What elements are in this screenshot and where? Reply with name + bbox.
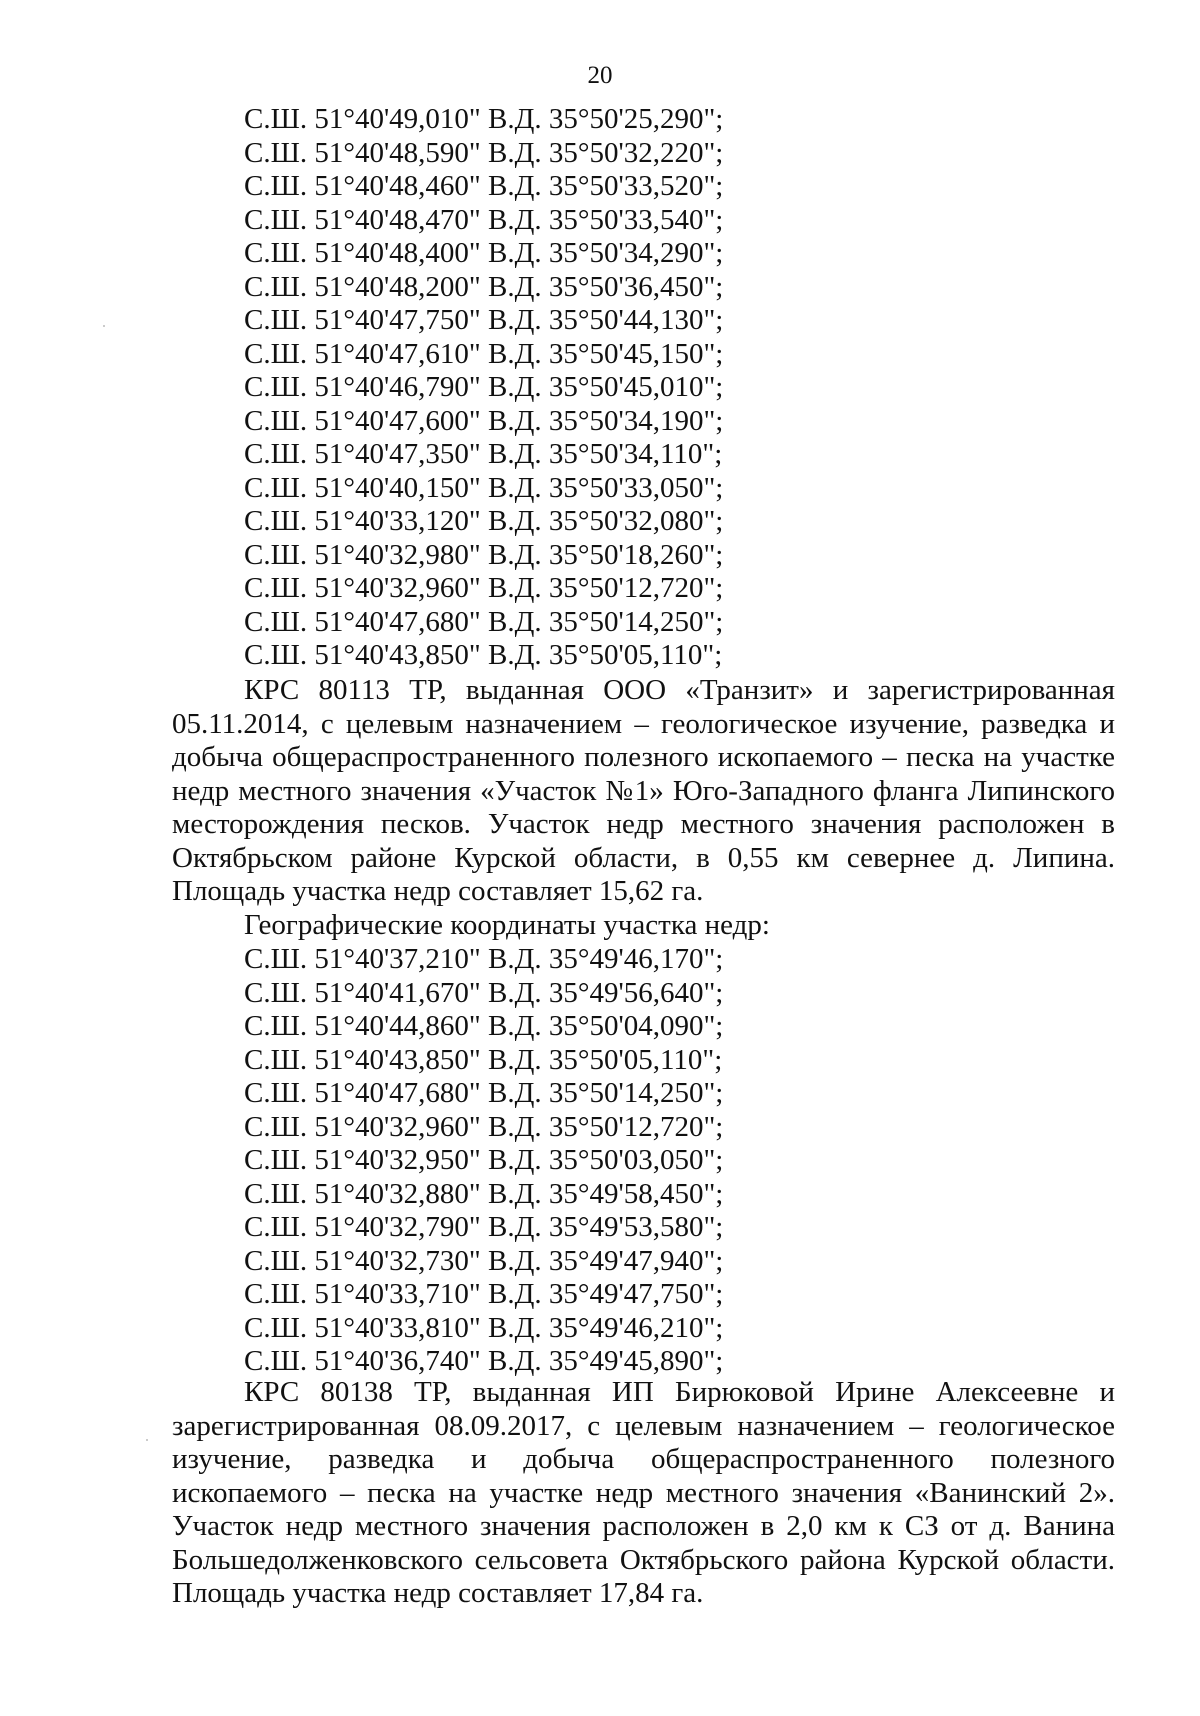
scan-speck	[146, 1439, 148, 1441]
license-paragraph-80113: КРС 80113 ТР, выданная ООО «Транзит» и зарегистрированная 05.11.2014, с целевым назначением – геологическое изучение, разведка и добыча общераспространенного полезного ископаемого – песка на участке недр местного значения «Участок №1» Юго-Западного фланга Липинского месторождения песков. Участок недр местного значения расположен в Октябрьском районе Курской области, в 0,55 км севернее д. Липина. Площадь участка недр составляет 15,62 га.	[172, 674, 1115, 907]
coordinates-heading: Географические координаты участка недр:	[244, 909, 770, 941]
coordinate-line: С.Ш. 51°40'32,960" В.Д. 35°50'12,720";	[244, 572, 724, 604]
coordinate-line: С.Ш. 51°40'33,710" В.Д. 35°49'47,750";	[244, 1278, 724, 1310]
coordinate-line: С.Ш. 51°40'44,860" В.Д. 35°50'04,090";	[244, 1010, 724, 1042]
coordinate-line: С.Ш. 51°40'47,680" В.Д. 35°50'14,250";	[244, 605, 724, 638]
coordinate-line: С.Ш. 51°40'32,790" В.Д. 35°49'53,580";	[244, 1211, 724, 1243]
coordinate-line: С.Ш. 51°40'48,460" В.Д. 35°50'33,520";	[244, 170, 724, 202]
coordinate-line: С.Ш. 51°40'47,610" В.Д. 35°50'45,150";	[244, 337, 724, 370]
license-paragraph-80138: КРС 80138 ТР, выданная ИП Бирюковой Ирине Алексеевне и зарегистрированная 08.09.2017, с целевым назначением – геологическое изучение, разведка и добыча общераспространенного полезного ископаемого – песка на участке недр местного значения «Ванинский 2». Участок недр местного значения расположен в 2,0 км к СЗ от д. Ванина Большедолженковского сельсовета Октябрьского района Курской области. Площадь участка недр составляет 17,84 га.	[172, 1376, 1115, 1609]
coordinate-line: С.Ш. 51°40'43,850" В.Д. 35°50'05,110";	[244, 639, 723, 671]
coordinate-line: С.Ш. 51°40'47,680" В.Д. 35°50'14,250";	[244, 1077, 724, 1109]
scan-speck	[103, 325, 105, 327]
coordinate-line: С.Ш. 51°40'33,120" В.Д. 35°50'32,080";	[244, 505, 724, 537]
coordinate-line: С.Ш. 51°40'46,790" В.Д. 35°50'45,010";	[244, 371, 724, 403]
coordinate-line: С.Ш. 51°40'36,740" В.Д. 35°49'45,890";	[244, 1345, 724, 1377]
coordinate-line: С.Ш. 51°40'47,350" В.Д. 35°50'34,110";	[244, 438, 723, 470]
coordinate-line: С.Ш. 51°40'48,470" В.Д. 35°50'33,540";	[244, 203, 724, 236]
coordinate-line: С.Ш. 51°40'32,980" В.Д. 35°50'18,260";	[244, 538, 724, 571]
coordinate-line: С.Ш. 51°40'41,670" В.Д. 35°49'56,640";	[244, 976, 724, 1009]
page-number: 20	[587, 62, 613, 89]
coordinate-line: С.Ш. 51°40'43,850" В.Д. 35°50'05,110";	[244, 1043, 723, 1076]
coordinate-line: С.Ш. 51°40'37,210" В.Д. 35°49'46,170";	[244, 943, 724, 975]
coordinate-line: С.Ш. 51°40'48,400" В.Д. 35°50'34,290";	[244, 237, 724, 269]
coordinate-line: С.Ш. 51°40'32,960" В.Д. 35°50'12,720";	[244, 1110, 724, 1143]
coordinate-line: С.Ш. 51°40'33,810" В.Д. 35°49'46,210";	[244, 1311, 724, 1344]
coordinates-list-2	[244, 943, 1144, 1379]
coordinate-line: С.Ш. 51°40'48,590" В.Д. 35°50'32,220";	[244, 136, 724, 169]
coordinate-line: С.Ш. 51°40'47,600" В.Д. 35°50'34,190";	[244, 404, 724, 437]
coordinate-line: С.Ш. 51°40'40,150" В.Д. 35°50'33,050";	[244, 471, 724, 504]
coordinate-line: С.Ш. 51°40'32,950" В.Д. 35°50'03,050";	[244, 1144, 724, 1176]
coordinate-line: С.Ш. 51°40'32,880" В.Д. 35°49'58,450";	[244, 1177, 724, 1210]
coordinate-line: С.Ш. 51°40'48,200" В.Д. 35°50'36,450";	[244, 270, 724, 303]
coordinate-line: С.Ш. 51°40'49,010" В.Д. 35°50'25,290";	[244, 103, 724, 135]
coordinates-list-1	[244, 103, 1144, 673]
coordinate-line: С.Ш. 51°40'47,750" В.Д. 35°50'44,130";	[244, 304, 724, 336]
coordinate-line: С.Ш. 51°40'32,730" В.Д. 35°49'47,940";	[244, 1244, 724, 1277]
